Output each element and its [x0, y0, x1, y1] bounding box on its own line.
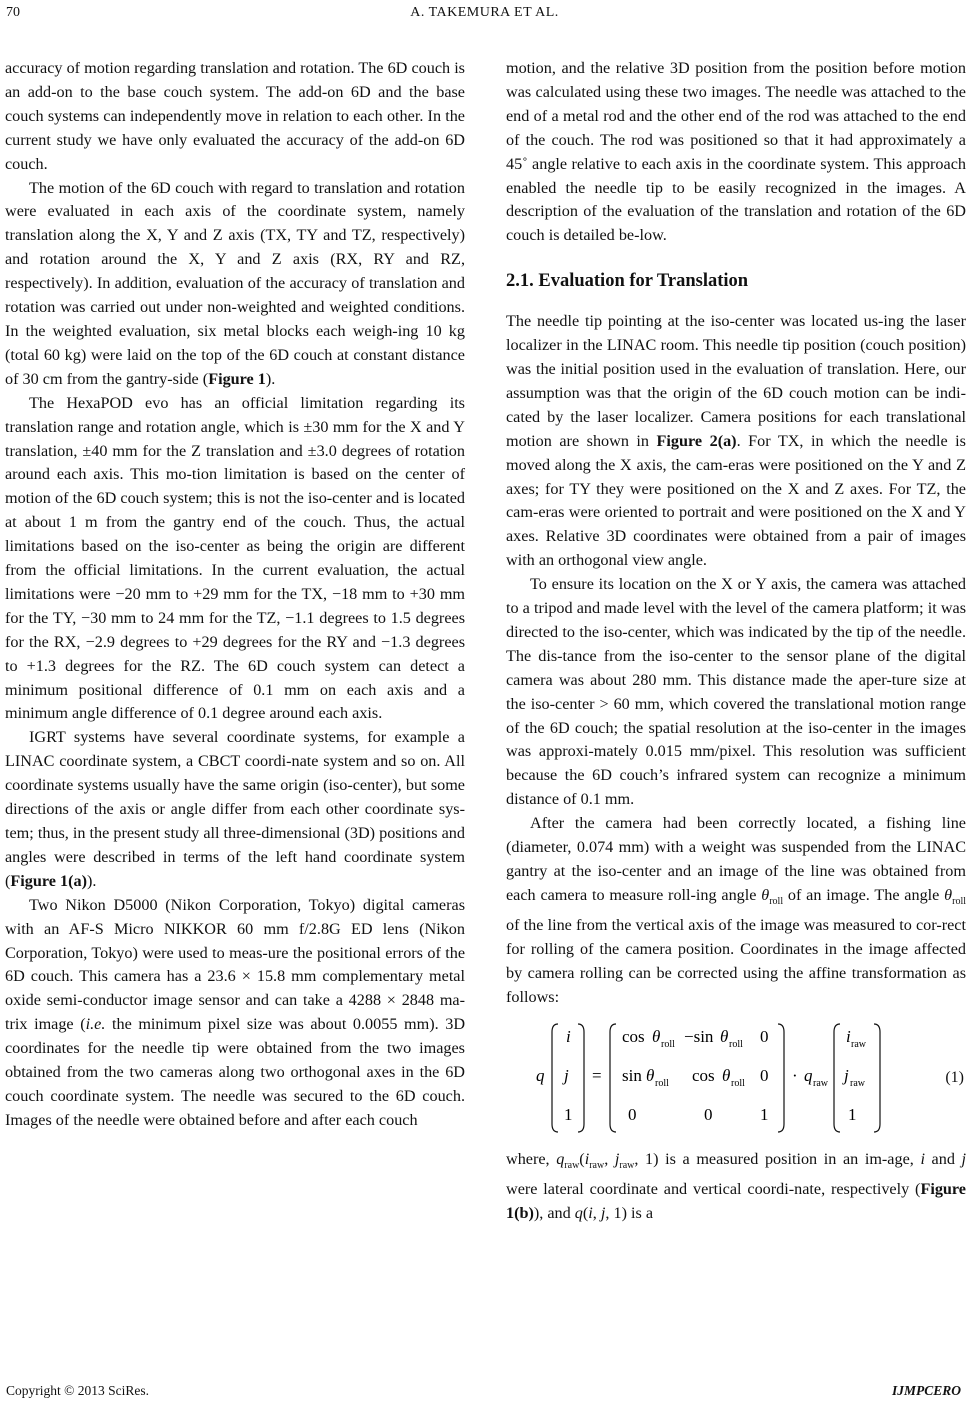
- svg-text:0: 0: [704, 1104, 713, 1124]
- figure-1b-ref[interactable]: Figure 1(b): [506, 1179, 966, 1222]
- left-column: [5, 57, 465, 1133]
- svg-text:1: 1: [564, 1104, 573, 1124]
- footer-copyright: Copyright © 2013 SciRes.: [6, 1383, 150, 1398]
- svg-text:roll: roll: [731, 1077, 745, 1089]
- svg-text:j: j: [844, 1065, 849, 1085]
- theta-roll-symbol: $\theta_{roll}$: [944, 885, 967, 908]
- q-expression: q(i, j, 1): [574, 1203, 627, 1222]
- running-header-authors: A. TAKEMURA ET AL.: [410, 5, 559, 20]
- affine-equation-figure: [506, 1014, 946, 1138]
- svg-text:cos: cos: [692, 1065, 715, 1085]
- left-paragraph-1: accuracy of motion regarding translation and rotation. The 6D couch is an add-on to the base couch system. The add-on 6D and the base couch systems can independently move in relation to each other. In the current study we have only evaluated the accuracy of the add-on 6D couch.: [5, 59, 465, 173]
- svg-text:raw: raw: [851, 1038, 866, 1050]
- svg-text:cos: cos: [622, 1026, 645, 1046]
- figure-1a-ref[interactable]: Figure 1(a): [10, 871, 87, 890]
- left-paragraph-3: The HexaPOD evo has an official limitation regarding its translation range and rotation angle, which is ±30 mm for the X and Y translation, ±40 mm for the Z translation and ±3.0 degrees of rotation around each axis. This mo-tion limitation is based on the center of motion of the 6D couch system; this is not the iso-center and is located at about 1 m from the gantry end of the couch. Thus, the actual limitations based on the iso-center as being the origin are different from the official limitations. In the current evaluation, the actual limitations were −20 mm to +29 mm for the TX, −18 mm to +30 mm for the TY, −30 mm to 24 mm for the TZ, −1.1 degrees to 1.5 degrees for the RX, −2.9 degrees to +29 degrees for the RY and −1.3 degrees to +1.3 degrees for the RZ. The 6D couch system can detect a minimum positional difference of 0.1 mm on each axis and a minimum angle difference of 0.1 degree around each axis.: [5, 393, 465, 723]
- svg-text:−sin: −sin: [684, 1026, 714, 1046]
- svg-text:raw: raw: [850, 1077, 865, 1089]
- svg-text:θ: θ: [720, 1026, 729, 1046]
- left-paragraph-4: IGRT systems have several coordinate systems, for example a LINAC coordinate system, a CBCT coordi-nate system and so on. All coordinate systems usually have the same origin (iso-center), but some directions of the axis or angle differ from each other coordinate sys-tem; thus, in the present study all three-dimensional (3D) positions and angles were described in terms of the left hand coordinate system (Figure 1(a)).: [5, 728, 465, 890]
- svg-text:=: =: [592, 1065, 602, 1085]
- right-paragraph-4: After the camera had been correctly located, a fishing line (diameter, 0.074 mm) with a weight was suspended from the LINAC gantry at the iso-center and an image of the line was obtained from each camera to measure roll-ing angle $\theta_{roll}$ of an image. The angle $\theta_{roll}$ of the line from the vertical axis of the image was measured to cor-rect for rolling of the camera position. Coordinates in the image affected by camera rolling can be corrected using the affine transformation as follows:: [506, 814, 967, 1006]
- page-number: 70: [6, 5, 20, 20]
- svg-text:q: q: [536, 1065, 545, 1085]
- svg-text:0: 0: [628, 1104, 637, 1124]
- svg-text:i: i: [846, 1026, 851, 1046]
- q-raw-expression: $q_{raw}(i_{raw}$, $j_{raw}$, 1): [556, 1149, 659, 1171]
- svg-text:1: 1: [848, 1104, 857, 1124]
- left-paragraph-5: Two Nikon D5000 (Nikon Corporation, Tokyo) digital cameras with an AF-S Micro NIKKOR 60 mm f/2.8G ED lens (Nikon Corporation, Tokyo) were used to meas-ure the positional errors of the 6D couch. This camera has a 23.6 × 15.8 mm complementary metal oxide semi-conductor image sensor and can take a 4288 × 2848 ma-trix image (i.e. the minimum pixel size was about 0.0055 mm). 3D coordinates for the needle tip were obtained from the two images obtained from the two cameras along two orthogonal axes in the 6D couch coordinate system. The needle was secured to the 6D couch. Images of the needle were obtained before and after each couch: [5, 895, 466, 1129]
- svg-text:θ: θ: [652, 1026, 661, 1046]
- svg-text:1: 1: [760, 1104, 769, 1124]
- right-column: [506, 57, 966, 1226]
- svg-text:θ: θ: [646, 1065, 655, 1085]
- svg-text:i: i: [566, 1026, 571, 1046]
- figure-1-ref[interactable]: Figure 1: [208, 369, 266, 388]
- right-paragraph-3: To ensure its location on the X or Y axis, the camera was attached to a tripod and made level with the level of the camera platform; it was directed to the iso-center, which was indicated by the tip of the needle. The dis-tance from the iso-center to the sensor plane of the digital camera was about 280 mm. This distance made the aper-ture size at the iso-center > 60 mm, which covered the translational motion range of the 6D couch; the spatial resolution at the iso-center in the images was approxi-mately 0.015 mm/pixel. This resolution was sufficient because the 6D couch’s infrared system can recognize a minimum distance of 0.1 mm.: [506, 575, 966, 809]
- right-paragraph-5: where, $q_{raw}(i_{raw}$, $j_{raw}$, 1) is a measured position in an im-age, i and j were lateral coordinate and vertical coordi-nate, respectively (Figure 1(b)), and q(i, j, 1) is a: [506, 1149, 967, 1222]
- i-and-j-symbols: i and j: [920, 1149, 967, 1168]
- svg-text:q: q: [804, 1065, 813, 1085]
- footer-journal: IJMPCERO: [891, 1383, 961, 1398]
- svg-text:sin: sin: [622, 1065, 642, 1085]
- equation-1: [506, 1014, 966, 1138]
- theta-roll-symbol: $\theta_{roll}$: [761, 885, 784, 908]
- svg-text:·: ·: [792, 1065, 798, 1085]
- svg-text:raw: raw: [813, 1077, 828, 1089]
- left-paragraph-2: The motion of the 6D couch with regard to translation and rotation were evaluated in each axis of the coordinate system, namely translation along the X, Y and Z axis (TX, TY and TZ, respectively) and rotation around the X, Y and Z axis (RX, RY and RZ, respectively). In addition, evaluation of the accuracy of translation and rotation was carried out under non-weighted and weighted conditions. In the weighted evaluation, six metal blocks each weigh-ing 10 kg (total 60 kg) were laid on the top of the 6D couch at constant distance of 30 cm from the gantry-side (Figure 1).: [5, 178, 465, 388]
- svg-text:0: 0: [760, 1026, 769, 1046]
- svg-text:roll: roll: [729, 1038, 743, 1050]
- svg-text:roll: roll: [655, 1077, 669, 1089]
- equation-number: (1): [945, 1068, 964, 1086]
- figure-2a-ref[interactable]: Figure 2(a): [656, 431, 737, 450]
- right-paragraph-2: The needle tip pointing at the iso-center was located us-ing the laser localizer in the LINAC room. This needle tip position (couch position) was the initial position used in the evaluation of translation. Here, our assumption was that the origin of the 6D couch motion can be indi-cated by the laser localizer. Camera positions for each translational motion are shown in Figure 2(a). For TX, in which the needle is moved along the X axis, the cam-eras were positioned on the Y and Z axes; for TY they were positioned on the X and Z axes. For TZ, the cam-eras were oriented to portrait and were positioned on the X and Y axes. Relative 3D coordinates were obtained from a pair of images with an orthogonal view angle.: [506, 312, 966, 570]
- svg-text:roll: roll: [661, 1038, 675, 1050]
- svg-text:j: j: [564, 1065, 569, 1085]
- section-heading: 2.1. Evaluation for Translation: [506, 271, 749, 292]
- svg-text:0: 0: [760, 1065, 769, 1085]
- svg-text:θ: θ: [722, 1065, 731, 1085]
- right-paragraph-1: motion, and the relative 3D position from the position before motion was calculated using these two images. The needle was attached to the end of a metal rod and the other end of the rod was attached to the end of the couch. The rod was positioned so that it had approximately a 45˚ angle relative to each axis in the coordinate system. This approach enabled the needle tip to be easily recognized in the images. A description of the evaluation of the translation and rotation of the 6D couch is detailed be-low.: [506, 59, 966, 245]
